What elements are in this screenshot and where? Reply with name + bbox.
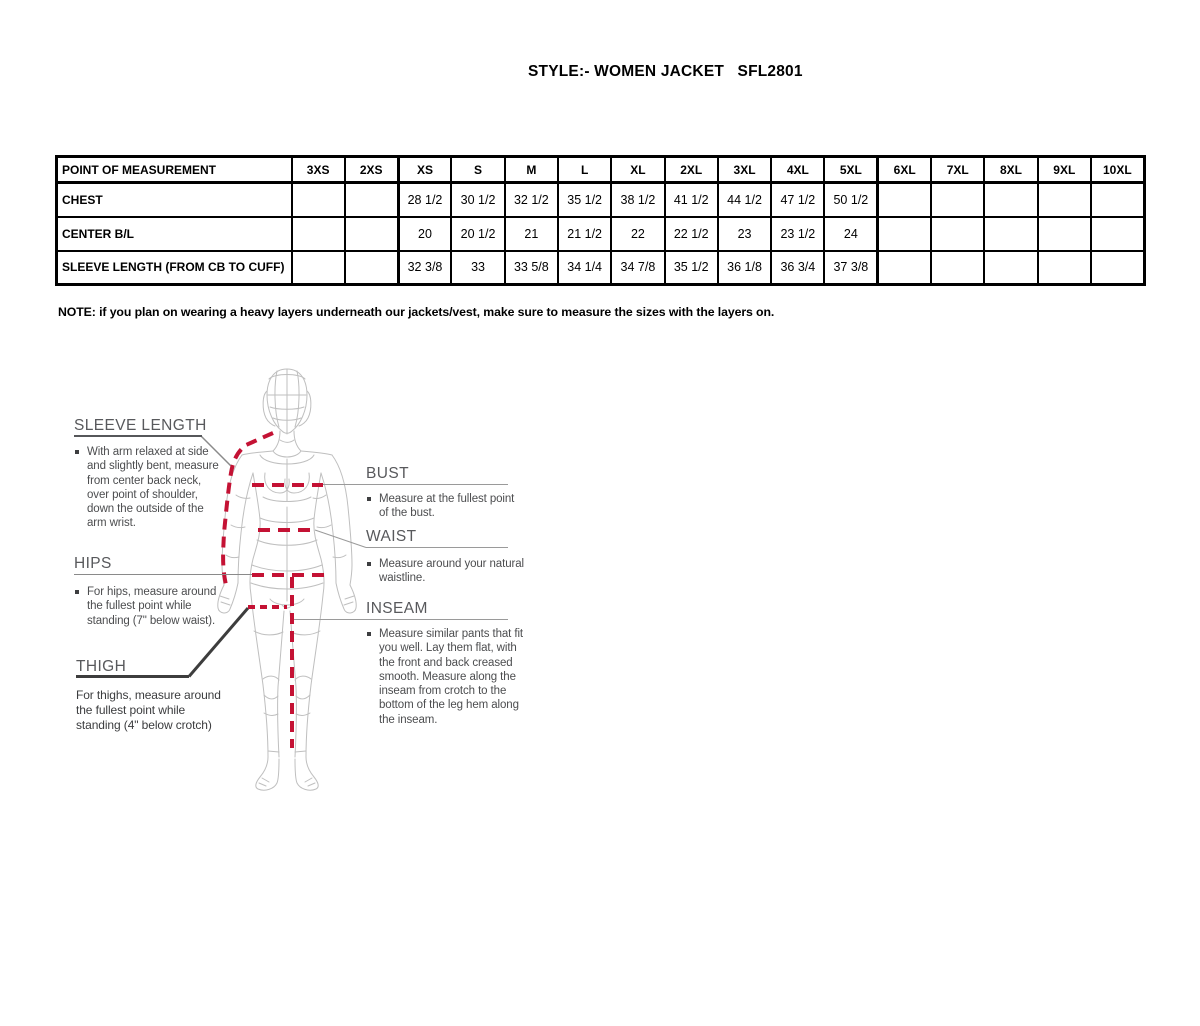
size-cell: 20 [398, 217, 451, 251]
column-header-size: 2XL [665, 157, 718, 183]
inseam-heading: INSEAM [366, 600, 508, 620]
size-cell: 38 1/2 [611, 183, 664, 217]
column-header-size: L [558, 157, 611, 183]
size-cell: 32 1/2 [505, 183, 558, 217]
waist-leader-line [315, 530, 366, 548]
hips-text: For hips, measure around the fullest point while standing (7" below waist). [87, 586, 217, 627]
column-header-size: S [451, 157, 504, 183]
size-cell [878, 183, 931, 217]
size-cell: 21 [505, 217, 558, 251]
size-cell [984, 217, 1037, 251]
document-title: STYLE:- WOMEN JACKET SFL2801 [528, 63, 803, 80]
size-cell: 35 1/2 [665, 251, 718, 285]
column-header-size: 3XL [718, 157, 771, 183]
column-header-size: 4XL [771, 157, 824, 183]
measurement-guide [60, 355, 524, 800]
bullet-icon [367, 632, 371, 636]
size-cell [984, 183, 1037, 217]
bust-description [366, 492, 525, 521]
size-cell: 22 1/2 [665, 217, 718, 251]
figure-wireframe [218, 369, 356, 790]
size-cell [1038, 251, 1091, 285]
row-label: SLEEVE LENGTH (FROM CB TO CUFF) [57, 251, 292, 285]
size-cell: 35 1/2 [558, 183, 611, 217]
column-header-size: XL [611, 157, 664, 183]
size-cell [345, 251, 398, 285]
size-cell [878, 217, 931, 251]
thigh-heading: THIGH [76, 658, 189, 678]
size-cell: 44 1/2 [718, 183, 771, 217]
bullet-icon [367, 497, 371, 501]
size-cell [1091, 183, 1144, 217]
size-cell [1091, 217, 1144, 251]
hips-heading: HIPS [74, 555, 252, 575]
column-header-size: 5XL [824, 157, 877, 183]
size-cell: 24 [824, 217, 877, 251]
size-cell: 37 3/8 [824, 251, 877, 285]
column-header-size: 7XL [931, 157, 984, 183]
table-row [57, 183, 1145, 217]
size-cell: 23 [718, 217, 771, 251]
size-cell: 33 [451, 251, 504, 285]
bullet-icon [367, 562, 371, 566]
size-table-body [57, 183, 1145, 285]
size-cell [1038, 183, 1091, 217]
table-row [57, 217, 1145, 251]
column-header-size: 2XS [345, 157, 398, 183]
size-cell [931, 183, 984, 217]
column-header-size: 6XL [878, 157, 931, 183]
sleeve-length-heading: SLEEVE LENGTH [74, 417, 202, 437]
size-cell [292, 183, 345, 217]
bust-text: Measure at the fullest point of the bust. [379, 493, 515, 520]
bust-heading: BUST [366, 465, 508, 485]
column-header-label: POINT OF MEASUREMENT [57, 157, 292, 183]
column-header-size: XS [398, 157, 451, 183]
size-table-head-row [57, 157, 1145, 183]
waist-text: Measure around your natural waistline. [379, 558, 524, 585]
measure-lines [223, 433, 330, 748]
column-header-size: 3XS [292, 157, 345, 183]
size-cell [345, 183, 398, 217]
size-cell: 41 1/2 [665, 183, 718, 217]
inseam-text: Measure similar pants that fit you well. Lay them flat, with the front and back creased smooth. Measure along the inseam from crotch to the bottom of the leg hem along the inseam. [379, 628, 524, 726]
note-text: NOTE: if you plan on wearing a heavy layers underneath our jackets/vest, make sure to measure the sizes with the layers on. [58, 305, 775, 319]
column-header-size: 9XL [1038, 157, 1091, 183]
size-cell [931, 217, 984, 251]
size-cell [878, 251, 931, 285]
size-cell: 33 5/8 [505, 251, 558, 285]
waist-description [366, 557, 525, 586]
size-cell [1091, 251, 1144, 285]
size-cell: 34 7/8 [611, 251, 664, 285]
thigh-text: For thighs, measure around the fullest point while standing (4" below crotch) [76, 688, 221, 732]
column-header-size: 8XL [984, 157, 1037, 183]
table-row [57, 251, 1145, 285]
size-cell [345, 217, 398, 251]
size-cell [984, 251, 1037, 285]
size-cell: 30 1/2 [451, 183, 504, 217]
size-cell: 28 1/2 [398, 183, 451, 217]
size-cell: 21 1/2 [558, 217, 611, 251]
thigh-description [76, 688, 231, 733]
row-label: CHEST [57, 183, 292, 217]
size-cell [292, 251, 345, 285]
size-cell: 50 1/2 [824, 183, 877, 217]
size-cell: 23 1/2 [771, 217, 824, 251]
column-header-size: 10XL [1091, 157, 1144, 183]
column-header-size: M [505, 157, 558, 183]
size-cell: 47 1/2 [771, 183, 824, 217]
row-label: CENTER B/L [57, 217, 292, 251]
size-cell: 36 3/4 [771, 251, 824, 285]
bullet-icon [75, 450, 79, 454]
hips-description [74, 585, 228, 628]
size-cell: 20 1/2 [451, 217, 504, 251]
waist-heading: WAIST [366, 528, 508, 548]
bullet-icon [75, 590, 79, 594]
size-cell: 36 1/8 [718, 251, 771, 285]
size-cell: 22 [611, 217, 664, 251]
size-cell: 32 3/8 [398, 251, 451, 285]
size-cell [931, 251, 984, 285]
sleeve-length-description [74, 445, 220, 531]
sleeve-length-text: With arm relaxed at side and slightly bent, measure from center back neck, over point of shoulder, down the outside of the arm wrist. [87, 446, 219, 530]
size-table [55, 155, 1146, 286]
size-cell: 34 1/4 [558, 251, 611, 285]
size-cell [1038, 217, 1091, 251]
inseam-description [366, 627, 531, 727]
size-cell [292, 217, 345, 251]
